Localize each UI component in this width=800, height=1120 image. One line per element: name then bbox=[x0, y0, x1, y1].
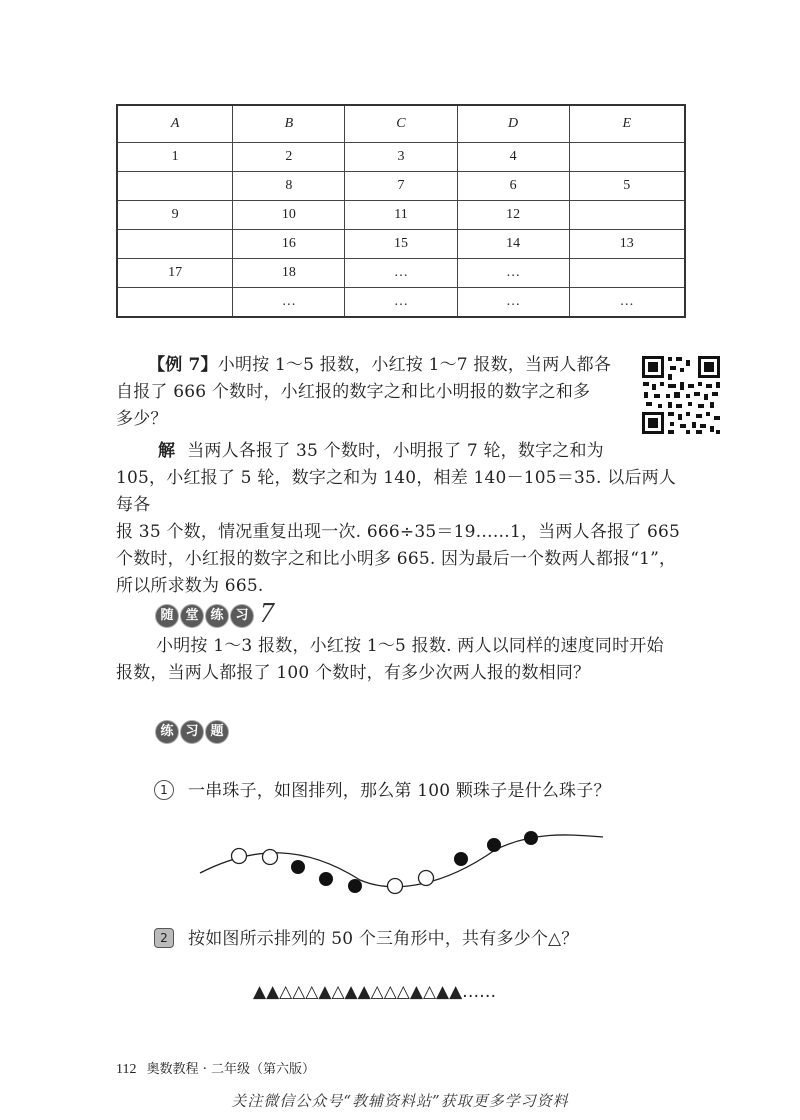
practice-section-title bbox=[156, 598, 274, 630]
bead-white bbox=[419, 871, 434, 886]
table-header-cell: D bbox=[457, 105, 569, 143]
example-solution bbox=[116, 438, 686, 600]
table-cell: 12 bbox=[457, 201, 569, 230]
table-cell bbox=[569, 201, 685, 230]
bead-black bbox=[319, 872, 333, 886]
example-question-text: 小明按 1～5 报数，小红按 1～7 报数，当两人都各 bbox=[217, 355, 612, 375]
bead-white bbox=[263, 850, 278, 865]
example-question-line: 多少？ bbox=[116, 409, 168, 429]
table-cell bbox=[569, 259, 685, 288]
table-row bbox=[117, 201, 685, 230]
table-cell: 13 bbox=[569, 230, 685, 259]
triangle-sequence: ▲▲△△△▲△▲▲△△△▲△▲▲…… bbox=[253, 982, 497, 1002]
table-cell: … bbox=[457, 259, 569, 288]
bead-string-line bbox=[200, 835, 603, 887]
table-cell: 1 bbox=[117, 143, 233, 172]
table-cell: … bbox=[569, 288, 685, 318]
table-cell: … bbox=[233, 288, 345, 318]
example-label: 【例 7】 bbox=[148, 355, 218, 375]
table-cell: 5 bbox=[569, 172, 685, 201]
section-title-char: 习 bbox=[231, 605, 253, 627]
table-cell: 9 bbox=[117, 201, 233, 230]
table-header-cell: B bbox=[233, 105, 345, 143]
table-cell: 17 bbox=[117, 259, 233, 288]
beads-string-figure bbox=[195, 825, 605, 900]
question-text: 按如图所示排列的 50 个三角形中，共有多少个△？ bbox=[188, 929, 579, 949]
practice-question-cont bbox=[116, 660, 696, 687]
table-cell: … bbox=[457, 288, 569, 318]
table-cell bbox=[117, 288, 233, 318]
solution-label: 解 bbox=[158, 441, 176, 461]
table-cell bbox=[569, 143, 685, 172]
qr-code-icon bbox=[640, 354, 722, 436]
table-header-row bbox=[117, 105, 685, 143]
book-title: 奥数教程 · 二年级（第六版） bbox=[146, 1062, 316, 1077]
solution-text: 当两人各报了 35 个数时，小明报了 7 轮，数字之和为 bbox=[187, 441, 604, 461]
table-cell: … bbox=[345, 288, 457, 318]
watermark-banner: 关注微信公众号“教辅资料站”获取更多学习资料 bbox=[231, 1092, 569, 1110]
bead-black bbox=[291, 860, 305, 874]
table-row bbox=[117, 230, 685, 259]
exercise-question-2 bbox=[154, 926, 714, 953]
table-cell: 16 bbox=[233, 230, 345, 259]
table-row bbox=[117, 143, 685, 172]
bead-black bbox=[454, 852, 468, 866]
solution-line: 报 35 个数，情况重复出现一次. 666÷35＝19……1，当两人各报了 665 bbox=[116, 522, 681, 542]
practice-number: 7 bbox=[260, 598, 274, 629]
table-row bbox=[117, 259, 685, 288]
bead-white bbox=[388, 879, 403, 894]
exercises-section-title bbox=[156, 720, 231, 743]
section-title-char: 习 bbox=[181, 721, 203, 743]
section-title-char: 随 bbox=[156, 605, 178, 627]
table-cell: 11 bbox=[345, 201, 457, 230]
section-title-char: 堂 bbox=[181, 605, 203, 627]
example-question-line: 自报了 666 个数时，小红报的数字之和比小明报的数字之和多 bbox=[116, 382, 591, 402]
example-question bbox=[140, 352, 640, 379]
table-cell: 8 bbox=[233, 172, 345, 201]
question-number-badge: 1 bbox=[154, 780, 174, 800]
section-title-char: 练 bbox=[206, 605, 228, 627]
section-title-char: 练 bbox=[156, 721, 178, 743]
example-question-line bbox=[140, 352, 640, 379]
bead-black bbox=[487, 838, 501, 852]
example-question-cont bbox=[116, 379, 646, 433]
table-cell: 6 bbox=[457, 172, 569, 201]
table-cell: 2 bbox=[233, 143, 345, 172]
solution-line: 所以所求数为 665. bbox=[116, 576, 264, 596]
table-cell: 4 bbox=[457, 143, 569, 172]
table-cell: 7 bbox=[345, 172, 457, 201]
bead-black bbox=[348, 879, 362, 893]
practice-question bbox=[156, 633, 696, 660]
practice-line: 报数，当两人都报了 100 个数时，有多少次两人报的数相同？ bbox=[116, 663, 591, 683]
question-number-badge: 2 bbox=[154, 928, 174, 948]
practice-line: 小明按 1～3 报数，小红按 1～5 报数. 两人以同样的速度同时开始 bbox=[156, 636, 664, 656]
table-cell bbox=[117, 172, 233, 201]
section-title-char: 题 bbox=[206, 721, 228, 743]
number-grid-table bbox=[116, 104, 686, 318]
bead-black bbox=[524, 831, 538, 845]
solution-line bbox=[116, 438, 686, 465]
table-cell: 14 bbox=[457, 230, 569, 259]
table-row bbox=[117, 172, 685, 201]
table-cell: … bbox=[345, 259, 457, 288]
table-header-cell: C bbox=[345, 105, 457, 143]
table-header-cell: A bbox=[117, 105, 233, 143]
table-cell: 18 bbox=[233, 259, 345, 288]
page-number: 112 bbox=[116, 1062, 137, 1077]
table-cell bbox=[117, 230, 233, 259]
table-cell: 10 bbox=[233, 201, 345, 230]
question-text: 一串珠子，如图排列，那么第 100 颗珠子是什么珠子？ bbox=[188, 781, 611, 801]
table-row bbox=[117, 288, 685, 318]
table-cell: 15 bbox=[345, 230, 457, 259]
page-footer bbox=[116, 1058, 315, 1078]
bead-white bbox=[232, 849, 247, 864]
solution-line: 105，小红报了 5 轮，数字之和为 140，相差 140－105＝35. 以后两人每各 bbox=[116, 468, 677, 515]
table-header-cell: E bbox=[569, 105, 685, 143]
table-cell: 3 bbox=[345, 143, 457, 172]
solution-line: 个数时，小红报的数字之和比小明多 665. 因为最后一个数两人都报“1”， bbox=[116, 549, 677, 569]
exercise-question-1 bbox=[154, 778, 714, 805]
